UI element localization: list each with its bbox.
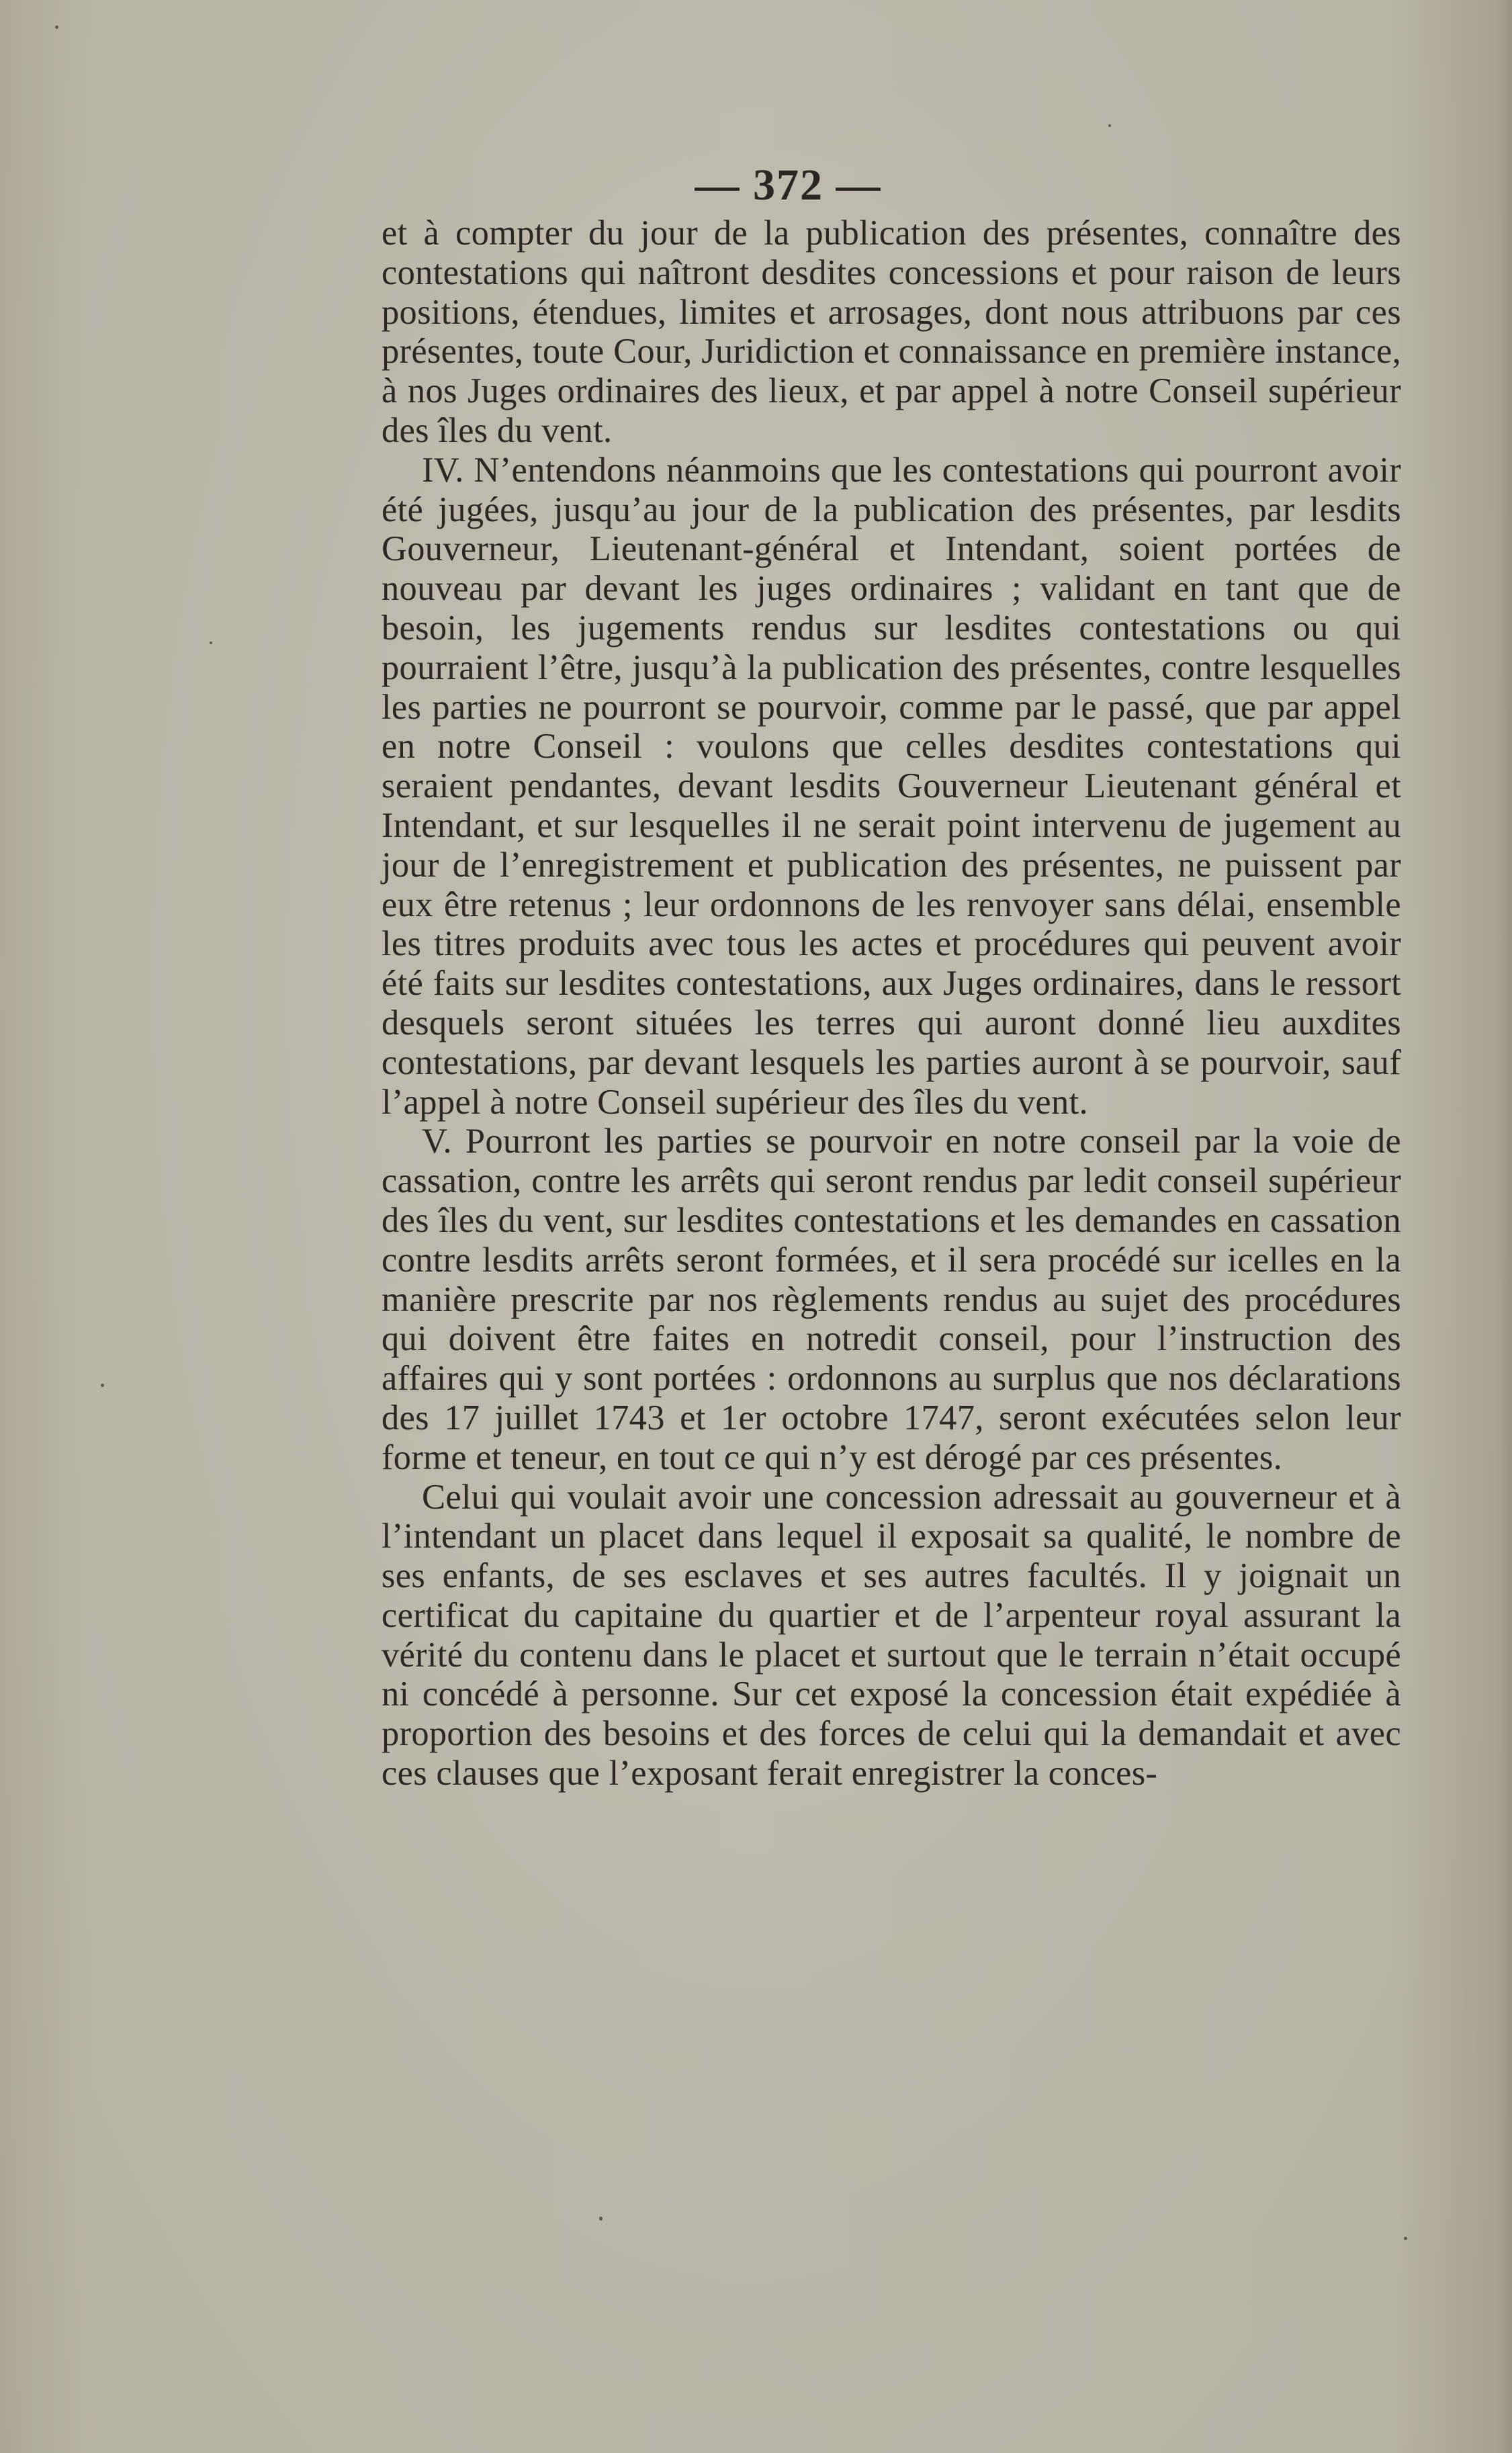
paper-speck (1108, 124, 1111, 127)
paper-speck (1404, 2237, 1407, 2240)
paragraph-article-iv: IV. N’entendons néanmoins que les contestations qui pourront avoir été jugées, jusqu’au jour de la publication des présentes, par lesdits Gouverneur, Lieutenant-général et Intendant, soient portées de nouveau par devant les juges ordinaires ; validant en tant que de besoin, les jugements rendus sur lesdites contestations ou qui pourraient l’être, jusqu’à la publication des présentes, contre lesquelles les parties ne pourront se pourvoir, comme par le passé, que par appel en notre Conseil : voulons que celles desdites contestations qui seraient pendantes, devant lesdits Gouverneur Lieutenant général et Intendant, et sur lesquelles il ne serait point intervenu de jugement au jour de l’enregistrement et publication des présentes, ne puissent par eux être retenus ; leur ordonnons de les renvoyer sans délai, ensemble les titres produits avec tous les actes et procédures qui peuvent avoir été faits sur lesdites contestations, aux Juges ordinaires, dans le ressort desquels seront situées les terres qui auront donné lieu auxdites contestations, par devant lesquels les parties auront à se pourvoir, sauf l’appel à notre Conseil supérieur des îles du vent. (382, 450, 1401, 1122)
paragraph-concession: Celui qui voulait avoir une concession adressait au gouverneur et à l’intendant un placet dans lequel il exposait sa qualité, le nombre de ses enfants, de ses esclaves et ses autres facultés. Il y joignait un certificat du capitaine du quartier et de l’arpenteur royal assurant la vérité du contenu dans le placet et surtout que le terrain n’était occupé ni concédé à personne. Sur cet exposé la concession était expédiée à proportion des besoins et des forces de celui qui la demandait et avec ces clauses que l’exposant ferait enregistrer la conces- (382, 1477, 1401, 1793)
paper-speck (101, 1384, 104, 1387)
paragraph-continuation: et à compter du jour de la publication des présentes, connaître des contestations qui naîtront desdites concessions et pour raison de leurs positions, étendues, limites et arrosages, dont nous attribuons par ces présentes, toute Cour, Juridiction et connaissance en première instance, à nos Juges ordinaires des lieux, et par appel à notre Conseil supérieur des îles du vent. (382, 214, 1401, 450)
paper-speck (55, 26, 58, 29)
paper-speck (210, 641, 212, 644)
page-number: — 372 — (695, 161, 882, 210)
page-edge-shadow (1497, 0, 1512, 2453)
paragraph-article-v: V. Pourront les parties se pourvoir en notre conseil par la voie de cassation, contre les arrêts qui seront rendus par ledit conseil supérieur des îles du vent, sur lesdites contestations et les demandes en cassation contre lesdits arrêts seront formées, et il sera procédé sur icelles en la manière prescrite par nos règlements rendus au sujet des procédures qui doivent être faites en notredit conseil, pour l’instruction des affaires qui y sont portées : ordonnons au surplus que nos déclarations des 17 juillet 1743 et 1er octobre 1747, seront exécutées selon leur forme et teneur, en tout ce qui n’y est dérogé par ces présentes. (382, 1122, 1401, 1477)
body-text (382, 214, 1401, 1793)
paper-speck (599, 2217, 603, 2221)
